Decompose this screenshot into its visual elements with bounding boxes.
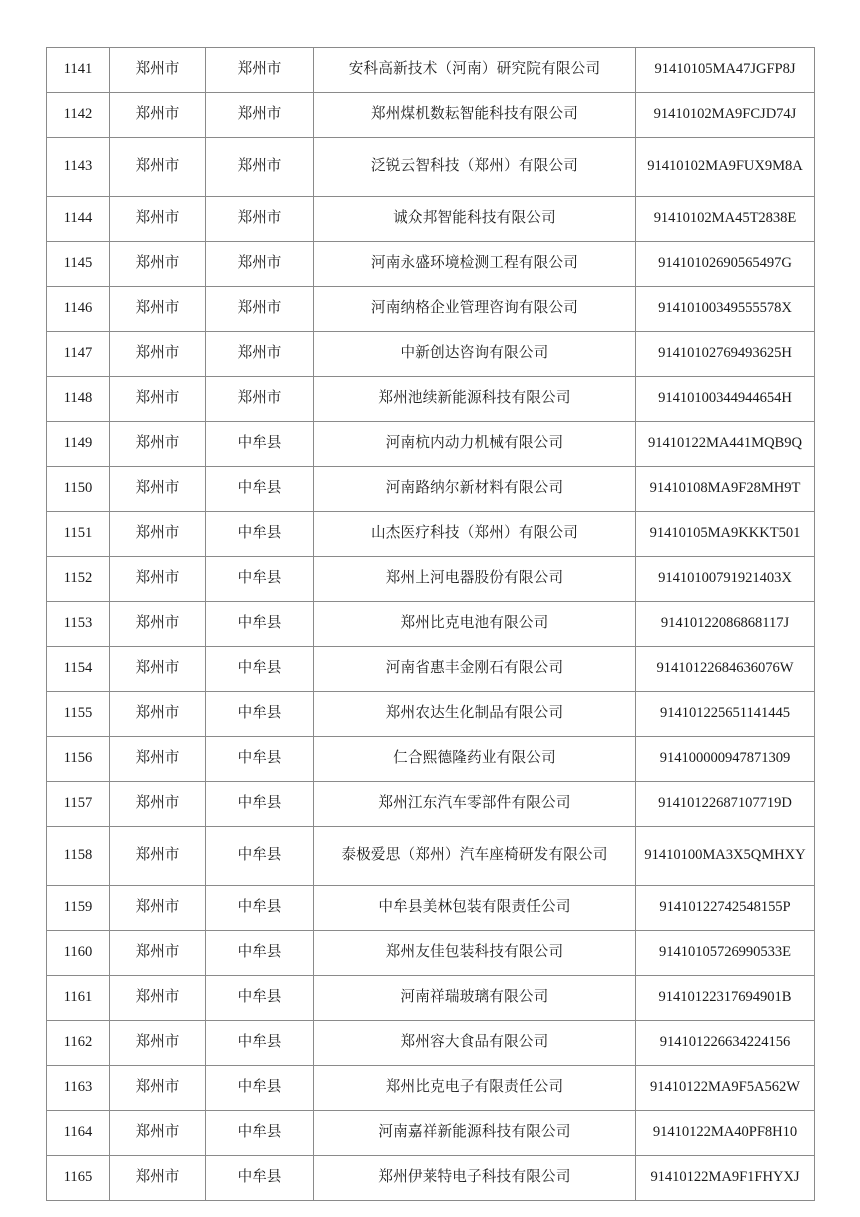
serial-number-cell: 1145 [47,242,110,287]
district-cell: 中牟县 [206,976,314,1021]
company-name-cell: 泛锐云智科技（郑州）有限公司 [314,138,636,197]
table-row [47,332,815,377]
city-cell: 郑州市 [110,377,206,422]
serial-number-cell: 1159 [47,886,110,931]
registry-table-container [46,47,814,1201]
credit-code-cell: 914101225651141445 [636,692,815,737]
table-row [47,467,815,512]
table-row [47,287,815,332]
table-row [47,512,815,557]
credit-code-cell: 91410122MA40PF8H10 [636,1111,815,1156]
city-cell: 郑州市 [110,48,206,93]
table-row [47,1156,815,1201]
enterprise-registry-table [46,47,815,1201]
district-cell: 郑州市 [206,332,314,377]
table-row [47,737,815,782]
district-cell: 中牟县 [206,1111,314,1156]
district-cell: 中牟县 [206,422,314,467]
district-cell: 中牟县 [206,886,314,931]
serial-number-cell: 1164 [47,1111,110,1156]
serial-number-cell: 1148 [47,377,110,422]
city-cell: 郑州市 [110,467,206,512]
table-row [47,647,815,692]
city-cell: 郑州市 [110,782,206,827]
table-row [47,48,815,93]
district-cell: 中牟县 [206,557,314,602]
city-cell: 郑州市 [110,93,206,138]
credit-code-cell: 91410122684636076W [636,647,815,692]
serial-number-cell: 1141 [47,48,110,93]
table-row [47,422,815,467]
company-name-cell: 河南路纳尔新材料有限公司 [314,467,636,512]
serial-number-cell: 1147 [47,332,110,377]
table-row [47,93,815,138]
city-cell: 郑州市 [110,557,206,602]
table-row [47,931,815,976]
table-row [47,242,815,287]
district-cell: 中牟县 [206,1066,314,1111]
credit-code-cell: 914101226634224156 [636,1021,815,1066]
credit-code-cell: 91410102769493625H [636,332,815,377]
credit-code-cell: 91410102690565497G [636,242,815,287]
company-name-cell: 中新创达咨询有限公司 [314,332,636,377]
company-name-cell: 泰极爱思（郑州）汽车座椅研发有限公司 [314,827,636,886]
credit-code-cell: 91410102MA9FCJD74J [636,93,815,138]
serial-number-cell: 1161 [47,976,110,1021]
city-cell: 郑州市 [110,1021,206,1066]
city-cell: 郑州市 [110,737,206,782]
table-row [47,377,815,422]
credit-code-cell: 91410105MA47JGFP8J [636,48,815,93]
district-cell: 中牟县 [206,737,314,782]
credit-code-cell: 91410100MA3X5QMHXY [636,827,815,886]
city-cell: 郑州市 [110,1066,206,1111]
district-cell: 中牟县 [206,1021,314,1066]
serial-number-cell: 1149 [47,422,110,467]
table-row [47,886,815,931]
district-cell: 郑州市 [206,287,314,332]
company-name-cell: 河南省惠丰金刚石有限公司 [314,647,636,692]
company-name-cell: 郑州比克电池有限公司 [314,602,636,647]
city-cell: 郑州市 [110,931,206,976]
city-cell: 郑州市 [110,886,206,931]
table-row [47,1066,815,1111]
serial-number-cell: 1163 [47,1066,110,1111]
serial-number-cell: 1165 [47,1156,110,1201]
credit-code-cell: 91410122MA9F1FHYXJ [636,1156,815,1201]
district-cell: 郑州市 [206,197,314,242]
table-row [47,1021,815,1066]
district-cell: 中牟县 [206,1156,314,1201]
credit-code-cell: 91410122687107719D [636,782,815,827]
serial-number-cell: 1143 [47,138,110,197]
serial-number-cell: 1158 [47,827,110,886]
company-name-cell: 郑州农达生化制品有限公司 [314,692,636,737]
company-name-cell: 河南祥瑞玻璃有限公司 [314,976,636,1021]
table-row [47,782,815,827]
serial-number-cell: 1157 [47,782,110,827]
credit-code-cell: 91410122MA441MQB9Q [636,422,815,467]
city-cell: 郑州市 [110,647,206,692]
serial-number-cell: 1154 [47,647,110,692]
district-cell: 郑州市 [206,242,314,287]
company-name-cell: 郑州伊莱特电子科技有限公司 [314,1156,636,1201]
district-cell: 中牟县 [206,827,314,886]
credit-code-cell: 91410100791921403X [636,557,815,602]
company-name-cell: 郑州江东汽车零部件有限公司 [314,782,636,827]
city-cell: 郑州市 [110,422,206,467]
city-cell: 郑州市 [110,692,206,737]
city-cell: 郑州市 [110,1156,206,1201]
city-cell: 郑州市 [110,332,206,377]
credit-code-cell: 914100000947871309 [636,737,815,782]
company-name-cell: 郑州比克电子有限责任公司 [314,1066,636,1111]
table-row [47,827,815,886]
company-name-cell: 郑州上河电器股份有限公司 [314,557,636,602]
company-name-cell: 诚众邦智能科技有限公司 [314,197,636,242]
credit-code-cell: 91410122742548155P [636,886,815,931]
company-name-cell: 仁合熙德隆药业有限公司 [314,737,636,782]
table-row [47,557,815,602]
company-name-cell: 河南杭内动力机械有限公司 [314,422,636,467]
district-cell: 中牟县 [206,647,314,692]
serial-number-cell: 1153 [47,602,110,647]
credit-code-cell: 91410100349555578X [636,287,815,332]
company-name-cell: 郑州友佳包装科技有限公司 [314,931,636,976]
table-row [47,976,815,1021]
table-row [47,692,815,737]
company-name-cell: 河南永盛环境检测工程有限公司 [314,242,636,287]
city-cell: 郑州市 [110,287,206,332]
credit-code-cell: 91410102MA45T2838E [636,197,815,242]
district-cell: 郑州市 [206,138,314,197]
city-cell: 郑州市 [110,242,206,287]
serial-number-cell: 1152 [47,557,110,602]
company-name-cell: 安科高新技术（河南）研究院有限公司 [314,48,636,93]
district-cell: 中牟县 [206,782,314,827]
company-name-cell: 中牟县美林包装有限责任公司 [314,886,636,931]
credit-code-cell: 91410122317694901B [636,976,815,1021]
city-cell: 郑州市 [110,602,206,647]
credit-code-cell: 91410122MA9F5A562W [636,1066,815,1111]
serial-number-cell: 1155 [47,692,110,737]
credit-code-cell: 91410102MA9FUX9M8A [636,138,815,197]
credit-code-cell: 91410105726990533E [636,931,815,976]
credit-code-cell: 91410108MA9F28MH9T [636,467,815,512]
credit-code-cell: 91410100344944654H [636,377,815,422]
district-cell: 中牟县 [206,602,314,647]
city-cell: 郑州市 [110,976,206,1021]
city-cell: 郑州市 [110,138,206,197]
company-name-cell: 郑州容大食品有限公司 [314,1021,636,1066]
credit-code-cell: 91410122086868117J [636,602,815,647]
serial-number-cell: 1156 [47,737,110,782]
table-row [47,602,815,647]
company-name-cell: 郑州池续新能源科技有限公司 [314,377,636,422]
serial-number-cell: 1144 [47,197,110,242]
serial-number-cell: 1160 [47,931,110,976]
company-name-cell: 河南嘉祥新能源科技有限公司 [314,1111,636,1156]
serial-number-cell: 1162 [47,1021,110,1066]
serial-number-cell: 1151 [47,512,110,557]
company-name-cell: 河南纳格企业管理咨询有限公司 [314,287,636,332]
table-row [47,1111,815,1156]
company-name-cell: 山杰医疗科技（郑州）有限公司 [314,512,636,557]
table-row [47,197,815,242]
district-cell: 中牟县 [206,931,314,976]
district-cell: 中牟县 [206,467,314,512]
table-row [47,138,815,197]
serial-number-cell: 1150 [47,467,110,512]
city-cell: 郑州市 [110,1111,206,1156]
serial-number-cell: 1146 [47,287,110,332]
serial-number-cell: 1142 [47,93,110,138]
table-body [47,48,815,1201]
district-cell: 中牟县 [206,512,314,557]
city-cell: 郑州市 [110,512,206,557]
district-cell: 郑州市 [206,377,314,422]
district-cell: 郑州市 [206,48,314,93]
city-cell: 郑州市 [110,197,206,242]
district-cell: 中牟县 [206,692,314,737]
company-name-cell: 郑州煤机数耘智能科技有限公司 [314,93,636,138]
city-cell: 郑州市 [110,827,206,886]
district-cell: 郑州市 [206,93,314,138]
credit-code-cell: 91410105MA9KKKT501 [636,512,815,557]
